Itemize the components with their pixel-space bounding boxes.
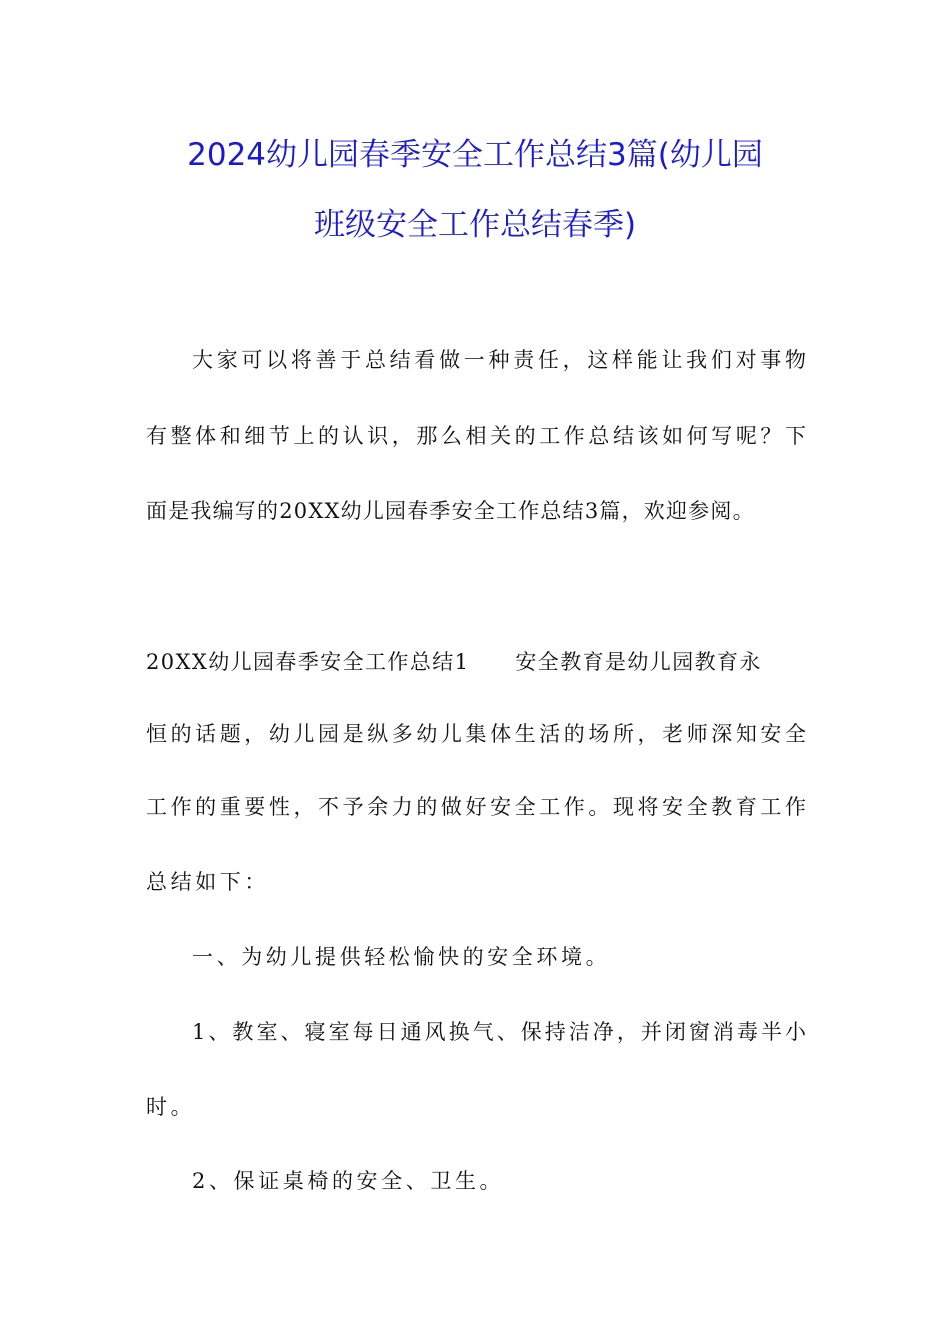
section-1-line-3: 工作的重要性，不予余力的做好安全工作。现将安全教育工作 [146, 795, 806, 819]
item-heading: 一、为幼儿提供轻松愉快的安全环境。 [192, 945, 611, 969]
section-1-heading: 20XX幼儿园春季安全工作总结1 [146, 650, 470, 674]
intro-paragraph-line-3: 面是我编写的20XX幼儿园春季安全工作总结3篇，欢迎参阅。 [146, 499, 755, 523]
section-1-line-4: 总结如下： [146, 870, 269, 894]
section-1-first-line [146, 647, 806, 677]
item-2: 2、保证桌椅的安全、卫生。 [192, 1169, 505, 1193]
item-1-line-1: 1、教室、寝室每日通风换气、保持洁净，并闭窗消毒半小 [192, 1020, 806, 1044]
intro-paragraph-line-2: 有整体和细节上的认识，那么相关的工作总结该如何写呢？下 [146, 424, 806, 448]
item-1-line-2: 时。 [146, 1095, 196, 1119]
intro-paragraph-line-1: 大家可以将善于总结看做一种责任，这样能让我们对事物 [192, 348, 806, 372]
section-1-text-start: 安全教育是幼儿园教育永 [515, 650, 762, 674]
document-title-line-1: 2024幼儿园春季安全工作总结3篇(幼儿园 [187, 137, 763, 173]
section-1-line-2: 恒的话题，幼儿园是纵多幼儿集体生活的场所，老师深知安全 [146, 722, 806, 746]
document-title-line-2: 班级安全工作总结春季) [313, 207, 637, 243]
